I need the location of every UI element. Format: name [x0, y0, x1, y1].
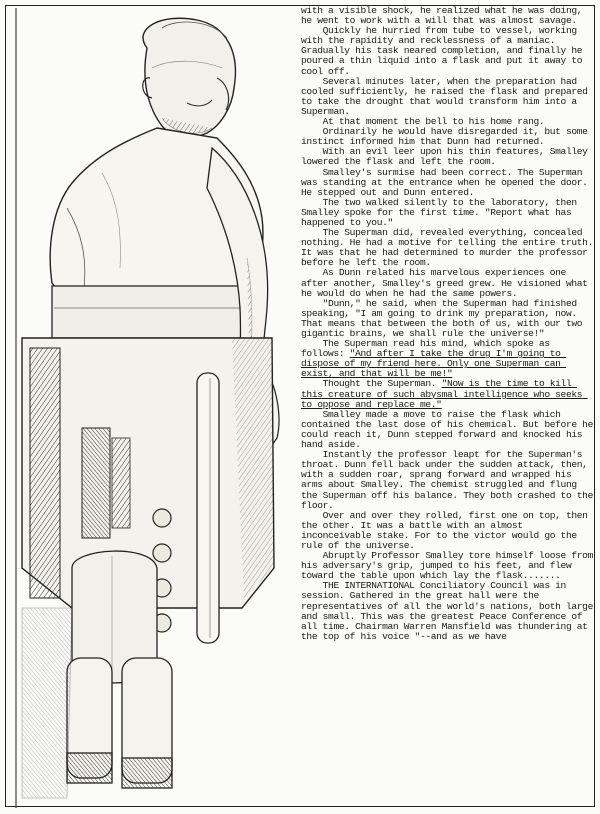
story-text-column — [301, 5, 599, 804]
illustration-man-at-machine — [12, 8, 297, 808]
story-paragraph: Quickly he hurried from tube to vessel, working with the rapidity and recklessness of a maniac. Gradually his task neared completion, and finally he poured a thin liquid into a flask and put it away to cool off. — [301, 25, 588, 77]
reply-quote: "Now is the time to kill this creature of such abysmal intelligence who seeks to oppose and replace me." — [301, 378, 588, 410]
story-paragraph: As Dunn related his marvelous experiences one after another, Smalley's greed grew. He visioned what he would do when he had the same powers. — [301, 267, 594, 299]
machine-tube — [197, 373, 219, 643]
story-paragraph: With an evil leer upon his thin features, Smalley lowered the flask and left the room. — [301, 146, 594, 168]
story-paragraph: Ordinarily he would have disregarded it, but some instinct informed him that Dunn had returned. — [301, 126, 594, 148]
story-paragraph: "Dunn," he said, when the Superman had finished speaking, "I am going to drink my preparation, now. That means that between the both of us, with our two gigantic brains, we shall rule the universe!" — [301, 297, 588, 339]
thought-intro: The Superman read his mind, which spoke as follows: — [301, 338, 556, 360]
reply-paragraph — [301, 379, 593, 409]
story-paragraph: Over and over they rolled, first one on top, then the other. It was a battle with an almost inconceivable stake. For to the victor would go the rule of the universe. — [301, 509, 594, 551]
story-paragraph: with a visible shock, he realized what he was doing, he went to work with a will that was almost savage. — [301, 5, 588, 27]
illustration-drawing — [12, 8, 297, 808]
story-paragraph: The Superman did, revealed everything, concealed nothing. He had a motive for telling the entire truth. It was that he had determined to murder the professor before he left the room. — [301, 227, 599, 269]
thought-paragraph — [301, 339, 593, 379]
story-paragraph: At that moment the bell to his home rang. — [301, 116, 545, 128]
story-paragraph: Instantly the professor leapt for the Superman's throat. Dunn fell back under the sudden attack, then, with a sudden roar, sprang forward and wrapped his arms about Smalley. The chemist struggled and flung the Superman off his balance. They both crashed to the floor. — [301, 449, 599, 511]
story-paragraph: Smalley's surmise had been correct. The Superman was standing at the entrance when he opened the door. He stepped out and Dunn entered. — [301, 166, 594, 198]
figure-head — [143, 18, 235, 137]
story-paragraph: Smalley made a move to raise the flask which contained the last dose of his chemical. But before he could reach it, Dunn stepped forward and knocked his hand aside. — [301, 408, 599, 451]
thought-quote: "And after I take the drug I'm going to dispose of my friend here. Only one Superman can exist, and that will be me!" — [301, 348, 566, 380]
story-paragraph: Several minutes later, when the preparation had cooled sufficiently, he raised the flask and prepared to take the drought that would transform him into a Superman. — [301, 75, 594, 117]
story-paragraph: The two walked silently to the laboratory, then Smalley spoke for the first time. "Report what has happened to you." — [301, 196, 583, 228]
story-paragraph: THE INTERNATIONAL Conciliatory Council was in session. Gathered in the great hall were the representatives of all the world's nations, both large and small. This was the greatest Peace Conference of all time. Chairman Warren Mansfield was thundering at the top of his voice "--and as we have — [301, 580, 599, 642]
figure-belt — [52, 286, 257, 338]
reply-intro: Thought the Superman. — [301, 378, 442, 390]
story-paragraph: Abruptly Professor Smalley tore himself loose from his adversary's grip, jumped to his feet, and flew toward the table upon which lay the flask....... — [301, 550, 599, 582]
